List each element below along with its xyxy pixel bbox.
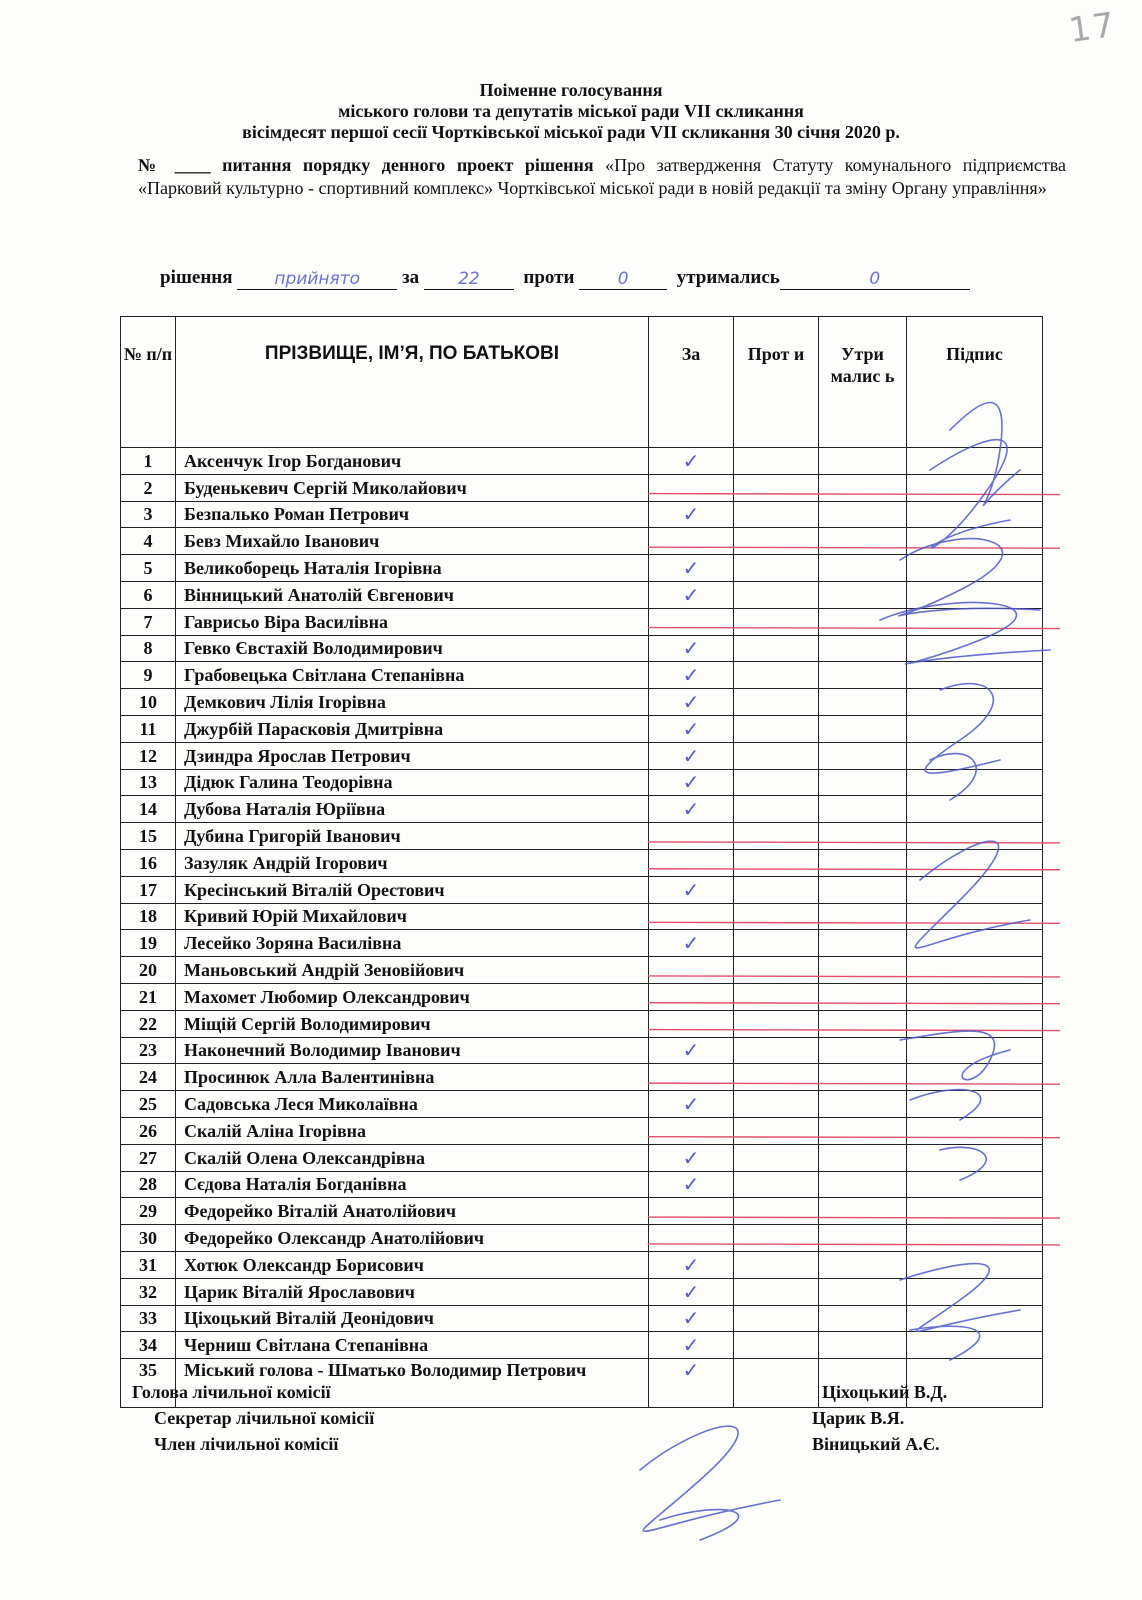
member-name: Віницький А.Є. <box>812 1434 940 1454</box>
signature-cell <box>907 1332 1043 1359</box>
table-row <box>121 876 1043 903</box>
member-name: Черниш Світлана Степанівна <box>176 1332 649 1359</box>
vote-abstain-cell <box>819 796 907 823</box>
row-number: 4 <box>121 528 176 555</box>
vote-for-cell <box>649 1171 734 1198</box>
vote-against-cell <box>734 769 819 796</box>
vote-for-cell <box>649 769 734 796</box>
abstain-count: 0 <box>780 267 970 290</box>
vote-against-cell <box>734 1171 819 1198</box>
member-name: Великоборець Наталія Ігорівна <box>176 555 649 582</box>
row-number: 17 <box>121 876 176 903</box>
vote-table-body <box>121 448 1043 1408</box>
table-row <box>121 1144 1043 1171</box>
member-name: Зазуляк Андрій Ігорович <box>176 849 649 876</box>
table-row <box>121 769 1043 796</box>
table-row <box>121 474 1043 501</box>
member-label: Член лічильної комісії <box>154 1434 339 1454</box>
vote-against-cell <box>734 715 819 742</box>
vote-abstain-cell <box>819 528 907 555</box>
vote-abstain-cell <box>819 769 907 796</box>
vote-for-cell <box>649 1278 734 1305</box>
member-name: Дідюк Галина Теодорівна <box>176 769 649 796</box>
vote-abstain-cell <box>819 957 907 984</box>
table-row <box>121 823 1043 850</box>
vote-for-cell <box>649 876 734 903</box>
row-number: 5 <box>121 555 176 582</box>
row-number: 34 <box>121 1332 176 1359</box>
table-row <box>121 1305 1043 1332</box>
vote-against-cell <box>734 448 819 475</box>
check-mark-icon: ✓ <box>682 1358 700 1383</box>
vote-for-cell <box>649 555 734 582</box>
vote-abstain-cell <box>819 635 907 662</box>
vote-for-cell <box>649 1332 734 1359</box>
vote-abstain-cell <box>819 662 907 689</box>
chair-label: Голова лічильної комісії <box>132 1382 331 1402</box>
table-row <box>121 742 1043 769</box>
table-row <box>121 501 1043 528</box>
vote-abstain-cell <box>819 474 907 501</box>
signature-cell <box>907 983 1043 1010</box>
member-name: Бевз Михайло Іванович <box>176 528 649 555</box>
row-number: 31 <box>121 1251 176 1278</box>
member-name: Буденькевич Сергій Миколайович <box>176 474 649 501</box>
member-name: Демкович Лілія Ігорівна <box>176 689 649 716</box>
vote-for-cell <box>649 957 734 984</box>
vote-abstain-cell <box>819 715 907 742</box>
signature-cell <box>907 448 1043 475</box>
row-number: 30 <box>121 1225 176 1252</box>
vote-for-cell <box>649 1117 734 1144</box>
signature-cell <box>907 474 1043 501</box>
vote-for-cell <box>649 823 734 850</box>
row-number: 33 <box>121 1305 176 1332</box>
vote-for-cell <box>649 448 734 475</box>
check-mark-icon: ✓ <box>682 1145 700 1170</box>
document-header <box>0 80 1142 143</box>
vote-against-cell <box>734 823 819 850</box>
vote-abstain-cell <box>819 1144 907 1171</box>
signature-cell <box>907 662 1043 689</box>
check-mark-icon: ✓ <box>682 931 700 956</box>
signature-cell <box>907 1064 1043 1091</box>
row-number: 23 <box>121 1037 176 1064</box>
row-number: 10 <box>121 689 176 716</box>
vote-against-cell <box>734 1117 819 1144</box>
table-row <box>121 555 1043 582</box>
vote-abstain-cell <box>819 903 907 930</box>
vote-for-cell <box>649 715 734 742</box>
check-mark-icon: ✓ <box>682 636 700 661</box>
title-line-3: вісімдесят першої сесії Чортківської міської ради VII скликання 30 січня 2020 р. <box>242 122 900 142</box>
vote-abstain-cell <box>819 581 907 608</box>
vote-abstain-cell <box>819 1091 907 1118</box>
table-row <box>121 608 1043 635</box>
vote-for-cell <box>649 1251 734 1278</box>
check-mark-icon: ✓ <box>682 1279 700 1304</box>
member-name: Махомет Любомир Олександрович <box>176 983 649 1010</box>
title-line-1: Поіменне голосування <box>479 80 663 100</box>
vote-abstain-cell <box>819 1171 907 1198</box>
vote-abstain-cell <box>819 849 907 876</box>
row-number: 3 <box>121 501 176 528</box>
signature-cell <box>907 903 1043 930</box>
signature-cell <box>907 715 1043 742</box>
member-name: Ціхоцький Віталій Деонідович <box>176 1305 649 1332</box>
table-row <box>121 796 1043 823</box>
table-row <box>121 1225 1043 1252</box>
for-label: за <box>402 267 420 288</box>
member-name: Міщій Сергій Володимирович <box>176 1010 649 1037</box>
vote-against-cell <box>734 1144 819 1171</box>
vote-against-cell <box>734 1091 819 1118</box>
vote-against-cell <box>734 1332 819 1359</box>
vote-for-cell <box>649 983 734 1010</box>
row-number: 2 <box>121 474 176 501</box>
vote-abstain-cell <box>819 1117 907 1144</box>
row-number: 29 <box>121 1198 176 1225</box>
table-row <box>121 689 1043 716</box>
vote-abstain-cell <box>819 689 907 716</box>
chair-name: Ціхоцький В.Д. <box>822 1382 948 1402</box>
row-number: 26 <box>121 1117 176 1144</box>
against-label: проти <box>523 267 575 288</box>
vote-for-cell <box>649 581 734 608</box>
signature-cell <box>907 1171 1043 1198</box>
row-number: 14 <box>121 796 176 823</box>
vote-for-cell <box>649 742 734 769</box>
member-name: Маньовський Андрій Зеновійович <box>176 957 649 984</box>
signature-cell <box>907 1144 1043 1171</box>
row-number: 8 <box>121 635 176 662</box>
agenda-question <box>138 154 1066 200</box>
vote-for-cell <box>649 849 734 876</box>
vote-for-cell <box>649 501 734 528</box>
signature-cell <box>907 1305 1043 1332</box>
signature-cell <box>907 555 1043 582</box>
table-header-row <box>121 317 1043 448</box>
vote-for-cell <box>649 796 734 823</box>
check-mark-icon: ✓ <box>682 1252 700 1277</box>
row-number: 35 <box>121 1359 176 1408</box>
vote-abstain-cell <box>819 1278 907 1305</box>
abstain-label: утримались <box>676 267 780 288</box>
vote-against-cell <box>734 1010 819 1037</box>
table-row <box>121 1278 1043 1305</box>
signature-cell <box>907 635 1043 662</box>
table-row <box>121 1332 1043 1359</box>
title-line-2: міського голови та депутатів міської ради VII скликання <box>338 101 804 121</box>
row-number: 9 <box>121 662 176 689</box>
question-title: «Про затвердження Статуту комунального підприємства «Парковий культурно - спортивний комплекс» Чортківської міської ради в новій редакції та зміну Органу управління» <box>138 155 1067 198</box>
member-name: Джурбій Парасковія Дмитрівна <box>176 715 649 742</box>
vote-result-line <box>160 266 1050 290</box>
vote-against-cell <box>734 983 819 1010</box>
member-name: Сєдова Наталія Богданівна <box>176 1171 649 1198</box>
check-mark-icon: ✓ <box>682 877 700 902</box>
row-number: 32 <box>121 1278 176 1305</box>
check-mark-icon: ✓ <box>682 770 700 795</box>
table-row <box>121 635 1043 662</box>
for-count: 22 <box>424 267 514 290</box>
signature-cell <box>907 823 1043 850</box>
signature-cell <box>907 849 1043 876</box>
signature-cell <box>907 1198 1043 1225</box>
vote-for-cell <box>649 1064 734 1091</box>
check-mark-icon: ✓ <box>682 1306 700 1331</box>
vote-for-cell <box>649 689 734 716</box>
vote-for-cell <box>649 608 734 635</box>
vote-against-cell <box>734 1359 819 1408</box>
check-mark-icon: ✓ <box>682 1092 700 1117</box>
table-row <box>121 930 1043 957</box>
table-row <box>121 1198 1043 1225</box>
signature-cell <box>907 930 1043 957</box>
row-number: 18 <box>121 903 176 930</box>
vote-against-cell <box>734 930 819 957</box>
vote-against-cell <box>734 1037 819 1064</box>
table-row <box>121 528 1043 555</box>
row-number: 28 <box>121 1171 176 1198</box>
member-name: Федорейко Віталій Анатолійович <box>176 1198 649 1225</box>
signature-cell <box>907 1278 1043 1305</box>
vote-for-cell <box>649 930 734 957</box>
member-name: Міський голова - Шматько Володимир Петрович <box>176 1359 649 1408</box>
member-name: Грабовецька Світлана Степанівна <box>176 662 649 689</box>
signature-cell <box>907 1091 1043 1118</box>
col-header-abstain: Утри малис ь <box>819 317 907 448</box>
table-row <box>121 1117 1043 1144</box>
signature-cell <box>907 957 1043 984</box>
decision-value: прийнято <box>237 267 397 290</box>
vote-abstain-cell <box>819 1332 907 1359</box>
vote-abstain-cell <box>819 555 907 582</box>
vote-for-cell <box>649 662 734 689</box>
vote-table <box>120 316 1043 1408</box>
decision-label: рішення <box>160 267 233 288</box>
vote-against-cell <box>734 876 819 903</box>
signature-cell <box>907 1251 1043 1278</box>
row-number: 19 <box>121 930 176 957</box>
vote-against-cell <box>734 555 819 582</box>
vote-abstain-cell <box>819 930 907 957</box>
vote-against-cell <box>734 1064 819 1091</box>
check-mark-icon: ✓ <box>682 743 700 768</box>
vote-for-cell <box>649 1359 734 1408</box>
member-name: Скалій Аліна Ігорівна <box>176 1117 649 1144</box>
vote-for-cell <box>649 1091 734 1118</box>
table-row <box>121 662 1043 689</box>
vote-abstain-cell <box>819 983 907 1010</box>
vote-abstain-cell <box>819 1064 907 1091</box>
check-mark-icon: ✓ <box>682 690 700 715</box>
vote-against-cell <box>734 796 819 823</box>
vote-against-cell <box>734 608 819 635</box>
signature-cell <box>907 608 1043 635</box>
vote-abstain-cell <box>819 1010 907 1037</box>
vote-for-cell <box>649 474 734 501</box>
table-row <box>121 983 1043 1010</box>
row-number: 16 <box>121 849 176 876</box>
table-row <box>121 849 1043 876</box>
row-number: 24 <box>121 1064 176 1091</box>
col-header-signature: Підпис <box>907 317 1043 448</box>
col-header-for: За <box>649 317 734 448</box>
signature-cell <box>907 769 1043 796</box>
vote-against-cell <box>734 1225 819 1252</box>
signature-cell <box>907 689 1043 716</box>
check-mark-icon: ✓ <box>682 797 700 822</box>
check-mark-icon: ✓ <box>682 1333 700 1358</box>
secretary-label: Секретар лічильної комісії <box>154 1408 375 1428</box>
vote-for-cell <box>649 1144 734 1171</box>
col-header-name: ПРІЗВИЩЕ, ІМ’Я, ПО БАТЬКОВІ <box>176 317 649 448</box>
table-row <box>121 903 1043 930</box>
check-mark-icon: ✓ <box>682 663 700 688</box>
vote-for-cell <box>649 1198 734 1225</box>
vote-against-cell <box>734 581 819 608</box>
vote-abstain-cell <box>819 823 907 850</box>
vote-against-cell <box>734 635 819 662</box>
member-name: Безпалько Роман Петрович <box>176 501 649 528</box>
table-row <box>121 1010 1043 1037</box>
vote-abstain-cell <box>819 1251 907 1278</box>
table-row <box>121 1171 1043 1198</box>
vote-against-cell <box>734 501 819 528</box>
vote-for-cell <box>649 1037 734 1064</box>
table-row <box>121 1037 1043 1064</box>
signature-cell <box>907 501 1043 528</box>
member-name: Просинюк Алла Валентинівна <box>176 1064 649 1091</box>
vote-abstain-cell <box>819 1225 907 1252</box>
check-mark-icon: ✓ <box>682 502 700 527</box>
row-number: 20 <box>121 957 176 984</box>
vote-abstain-cell <box>819 608 907 635</box>
check-mark-icon: ✓ <box>682 716 700 741</box>
row-number: 12 <box>121 742 176 769</box>
member-name: Аксенчук Ігор Богданович <box>176 448 649 475</box>
member-name: Наконечний Володимир Іванович <box>176 1037 649 1064</box>
vote-abstain-cell <box>819 876 907 903</box>
signature-cell <box>907 528 1043 555</box>
signature-cell <box>907 1117 1043 1144</box>
vote-against-cell <box>734 662 819 689</box>
col-header-against: Прот и <box>734 317 819 448</box>
row-number: 25 <box>121 1091 176 1118</box>
member-name: Кресінський Віталій Орестович <box>176 876 649 903</box>
vote-against-cell <box>734 1251 819 1278</box>
secretary-name: Царик В.Я. <box>812 1408 905 1428</box>
member-name: Дубина Григорій Іванович <box>176 823 649 850</box>
member-name: Гаврисьо Віра Василівна <box>176 608 649 635</box>
vote-for-cell <box>649 1010 734 1037</box>
member-name: Федорейко Олександр Анатолійович <box>176 1225 649 1252</box>
vote-abstain-cell <box>819 448 907 475</box>
member-name: Дзиндра Ярослав Петрович <box>176 742 649 769</box>
vote-abstain-cell <box>819 1198 907 1225</box>
check-mark-icon: ✓ <box>682 582 700 607</box>
table-row <box>121 715 1043 742</box>
vote-against-cell <box>734 528 819 555</box>
member-name: Скалій Олена Олександрівна <box>176 1144 649 1171</box>
row-number: 13 <box>121 769 176 796</box>
member-name: Кривий Юрій Михайлович <box>176 903 649 930</box>
vote-abstain-cell <box>819 742 907 769</box>
vote-for-cell <box>649 528 734 555</box>
vote-against-cell <box>734 689 819 716</box>
row-number: 1 <box>121 448 176 475</box>
member-name: Гевко Євстахій Володимирович <box>176 635 649 662</box>
signature-cell <box>907 1010 1043 1037</box>
member-name: Садовська Леся Миколаївна <box>176 1091 649 1118</box>
signature-cell <box>907 581 1043 608</box>
signature-cell <box>907 876 1043 903</box>
row-number: 7 <box>121 608 176 635</box>
signature-cell <box>907 1037 1043 1064</box>
table-row <box>121 581 1043 608</box>
vote-for-cell <box>649 635 734 662</box>
row-number: 21 <box>121 983 176 1010</box>
table-row <box>121 1251 1043 1278</box>
check-mark-icon: ✓ <box>682 556 700 581</box>
row-number: 22 <box>121 1010 176 1037</box>
table-row <box>121 448 1043 475</box>
page-number: 17 <box>1066 4 1119 52</box>
vote-against-cell <box>734 957 819 984</box>
check-mark-icon: ✓ <box>682 1038 700 1063</box>
col-header-num: № п/п <box>121 317 176 448</box>
vote-against-cell <box>734 1305 819 1332</box>
table-row <box>121 957 1043 984</box>
vote-abstain-cell <box>819 501 907 528</box>
signature-cell <box>907 1225 1043 1252</box>
member-name: Царик Віталій Ярославович <box>176 1278 649 1305</box>
row-number: 11 <box>121 715 176 742</box>
vote-against-cell <box>734 1278 819 1305</box>
vote-for-cell <box>649 903 734 930</box>
signature-cell <box>907 742 1043 769</box>
member-name: Вінницький Анатолій Євгенович <box>176 581 649 608</box>
vote-against-cell <box>734 742 819 769</box>
vote-against-cell <box>734 849 819 876</box>
check-mark-icon: ✓ <box>682 1172 700 1197</box>
question-prefix: № ____ питання порядку денного проект рішення <box>138 155 594 175</box>
vote-against-cell <box>734 1198 819 1225</box>
row-number: 6 <box>121 581 176 608</box>
member-name: Хотюк Олександр Борисович <box>176 1251 649 1278</box>
vote-for-cell <box>649 1305 734 1332</box>
vote-against-cell <box>734 903 819 930</box>
member-name: Дубова Наталія Юріївна <box>176 796 649 823</box>
check-mark-icon: ✓ <box>682 448 700 473</box>
row-number: 15 <box>121 823 176 850</box>
vote-against-cell <box>734 474 819 501</box>
row-number: 27 <box>121 1144 176 1171</box>
vote-abstain-cell <box>819 1037 907 1064</box>
against-count: 0 <box>579 267 667 290</box>
member-name: Лесейко Зоряна Василівна <box>176 930 649 957</box>
table-row <box>121 1064 1043 1091</box>
vote-for-cell <box>649 1225 734 1252</box>
vote-abstain-cell <box>819 1305 907 1332</box>
signature-cell <box>907 796 1043 823</box>
table-row <box>121 1091 1043 1118</box>
